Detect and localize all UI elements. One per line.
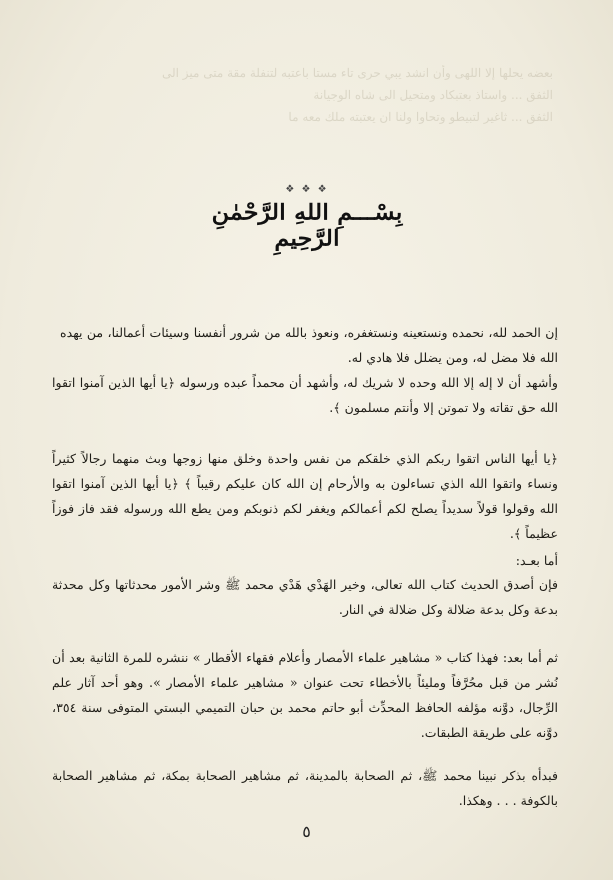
show-through-line: بعضه يحلها إلا اللهى وأن انشد يبي حرى تاء مستا باعتبه لتنفلة مقة متى ميز الى xyxy=(161,66,553,80)
basmala-heading xyxy=(196,184,418,252)
paragraph-hadith: فإن أصدق الحديث كتاب الله تعالى، وخير الهَدْي هَدْي محمد ﷺ وشر الأمور محدثاتها وكل محدثة بدعة وكل بدعة ضلالة وكل ضلالة في النار. xyxy=(52,577,558,617)
paragraph-book-order: فبدأه بذكر نبينا محمد ﷺ، ثم الصحابة بالمدينة، ثم مشاهير الصحابة بمكة، ثم مشاهير الصحابة بالكوفة . . . وهكذا. xyxy=(52,768,558,808)
show-through-line: الثفق ... واستاذ بعتبكاد ومتحيل الى شاه الوجيانة xyxy=(313,88,553,102)
ornament-icon: ❖ ❖ ❖ xyxy=(285,184,329,195)
paragraph-amma-bad-heading: أما بعـد: xyxy=(515,553,558,568)
show-through-line: الثفق ... ثاغير لتبيطو وتحاوا ولنا ان يعتبته ملك معه ما xyxy=(288,110,553,124)
page-number: ٥ xyxy=(302,822,311,841)
paragraph-testimony: وأشهد أن لا إله إلا الله وحده لا شريك له، وأشهد أن محمداً عبده ورسوله ﴿يا أيها الذين آمنوا اتقوا الله حق تقاته ولا تموتن إلا وأنتم مسلمون ﴾. xyxy=(52,375,558,415)
paragraph-book-intro: ثم أما بعد: فهذا كتاب « مشاهير علماء الأمصار وأعلام فقهاء الأقطار » ننشره للمرة الثانية بعد أن نُشر من قبل محُرَّفاً ومليئاً بالأخطاء تحت عنوان « مشاهير علماء الأمصار ». وهو أحد آثار علم الرِّجال، دوَّنه مؤلفه الحافظ المحدِّث أبو حاتم محمد بن حبان التميمي البستي المتوفى سنة ٣٥٤، دوَّنه على طريقة الطبقات. xyxy=(52,650,558,740)
paragraph-verses: ﴿يا أيها الناس اتقوا ربكم الذي خلقكم من نفس واحدة وخلق منها زوجها وبث منهما رجالاً كثيراً ونساء واتقوا الله الذي تساءلون به والأرحام إن الله كان عليكم رقيباً ﴾ ﴿يا أيها الذين آمنوا اتقوا الله وقولوا قولاً سديداً يصلح لكم أعمالكم ويغفر لكم ذنوبكم ومن يطع الله ورسوله فقد فاز فوزاً عظيماً ﴾. xyxy=(52,451,558,541)
paragraph-praise: إن الحمد لله، نحمده ونستعينه ونستغفره، ونعوذ بالله من شرور أنفسنا وسيئات أعمالنا، من يهده الله فلا مضل له، ومن يضلل فلا هادي له. xyxy=(60,325,558,365)
show-through-text xyxy=(110,62,553,128)
basmala-text: بِسْـــمِ اللهِ الرَّحْمٰنِ الرَّحِيمِ xyxy=(211,198,403,252)
